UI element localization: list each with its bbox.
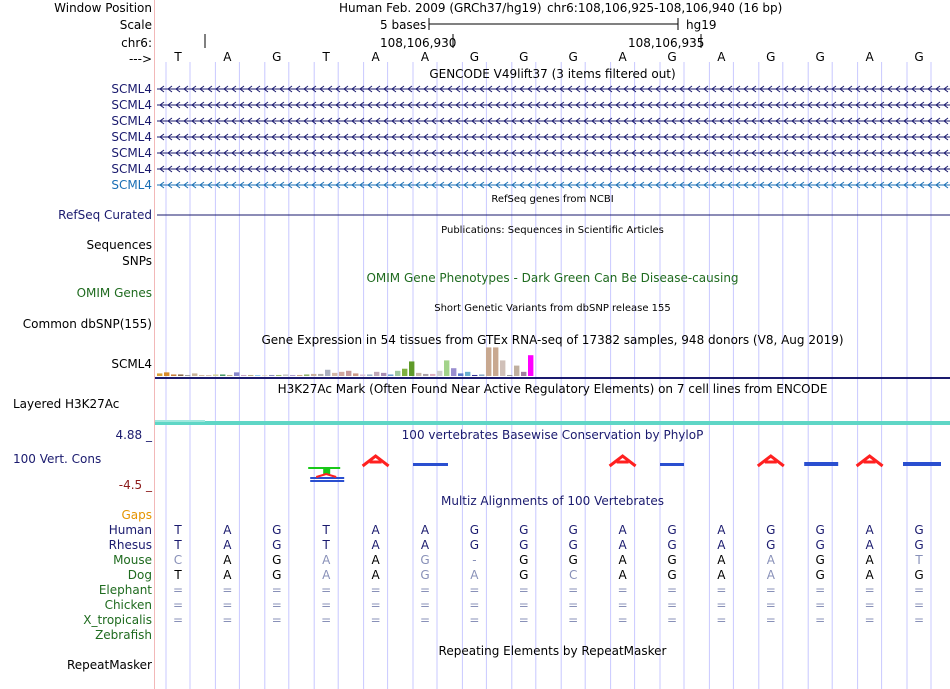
- gtex-tissue-bar: [479, 374, 484, 376]
- base-letter: G: [914, 50, 924, 64]
- scale-db: hg19: [686, 18, 717, 32]
- multiz-base: =: [518, 613, 529, 627]
- multiz-base: G: [667, 523, 677, 537]
- multiz-base: =: [913, 598, 925, 612]
- publications-sequences-label[interactable]: Sequences: [86, 238, 152, 252]
- gtex-tissue-bar: [248, 375, 253, 376]
- phylop-base-glyph-a: [610, 456, 636, 466]
- multiz-base: G: [519, 568, 529, 582]
- gtex-tissue-bar: [325, 370, 330, 376]
- gtex-tissue-bar: [451, 368, 456, 376]
- multiz-base: G: [272, 553, 282, 567]
- multiz-gaps-label[interactable]: Gaps: [121, 508, 152, 522]
- gtex-tissue-bar: [185, 375, 190, 376]
- multiz-base: =: [469, 598, 480, 612]
- multiz-base: =: [321, 598, 332, 612]
- multiz-base: =: [666, 583, 678, 597]
- phylop-negative-score: [413, 463, 448, 466]
- gtex-tissue-bar: [472, 375, 477, 376]
- multiz-species-label[interactable]: Dog: [127, 568, 152, 582]
- publications-track-title: Publications: Sequences in Scientific Articles: [441, 225, 664, 236]
- gtex-tissue-bar: [255, 375, 260, 376]
- multiz-base: A: [865, 523, 874, 537]
- multiz-base: A: [717, 523, 726, 537]
- multiz-species-label[interactable]: Elephant: [98, 583, 152, 597]
- multiz-base: T: [174, 523, 182, 537]
- multiz-base: G: [519, 538, 529, 552]
- multiz-base: =: [568, 613, 579, 627]
- base-letter: G: [568, 50, 578, 64]
- gtex-tissue-bar: [374, 372, 379, 376]
- gtex-tissue-bar: [234, 372, 239, 376]
- multiz-species-label[interactable]: Rhesus: [108, 538, 152, 552]
- multiz-base: G: [815, 523, 825, 537]
- multiz-base: =: [716, 613, 727, 627]
- base-letter: G: [519, 50, 529, 64]
- h3k27ac-track-title: H3K27Ac Mark (Often Found Near Active Regulatory Elements) on 7 cell lines from ENCODE: [277, 382, 828, 396]
- multiz-base: =: [419, 613, 431, 627]
- multiz-base: A: [223, 538, 232, 552]
- gtex-tissue-bar: [311, 374, 316, 376]
- base-letter: A: [865, 50, 874, 64]
- refseq-track-title: RefSeq genes from NCBI: [491, 194, 614, 205]
- multiz-base: =: [864, 583, 875, 597]
- dbsnp-track-title: Short Genetic Variants from dbSNP release 155: [434, 303, 671, 314]
- multiz-base: =: [864, 598, 875, 612]
- multiz-base: A: [766, 553, 775, 567]
- multiz-base: A: [223, 523, 232, 537]
- multiz-base: G: [272, 538, 282, 552]
- gtex-tissue-bar: [304, 374, 309, 376]
- multiz-base: =: [617, 613, 628, 627]
- multiz-track-title: Multiz Alignments of 100 Vertebrates: [440, 494, 665, 508]
- multiz-base: A: [717, 568, 726, 582]
- gtex-tissue-bar: [290, 375, 295, 376]
- multiz-base: =: [568, 583, 579, 597]
- multiz-base: G: [667, 553, 677, 567]
- gencode-item-label[interactable]: SCML4: [111, 114, 152, 128]
- multiz-base: G: [420, 568, 430, 582]
- multiz-base: G: [272, 523, 282, 537]
- gtex-tissue-bar: [493, 347, 498, 376]
- base-letter: A: [618, 50, 627, 64]
- multiz-base: =: [666, 613, 678, 627]
- repeatmasker-track-title: Repeating Elements by RepeatMasker: [438, 644, 667, 658]
- gtex-track-title: Gene Expression in 54 tissues from GTEx RNA-seq of 17382 samples, 948 donors (V8, Aug 2019): [261, 333, 844, 347]
- multiz-base: =: [271, 598, 282, 612]
- multiz-base: =: [172, 598, 184, 612]
- multiz-species-label[interactable]: X_tropicalis: [83, 613, 152, 627]
- multiz-base: =: [222, 613, 233, 627]
- multiz-base: =: [864, 613, 875, 627]
- gtex-tissue-bar: [514, 366, 519, 376]
- gtex-tissue-bar: [213, 374, 218, 376]
- gtex-tissue-bar: [409, 361, 414, 376]
- multiz-base: G: [766, 538, 776, 552]
- multiz-base: A: [322, 553, 331, 567]
- gtex-tissue-bar: [367, 374, 372, 376]
- multiz-base: A: [865, 553, 874, 567]
- multiz-base: A: [420, 523, 430, 537]
- base-letter: A: [420, 50, 430, 64]
- phylop-negative-score: [310, 478, 344, 481]
- multiz-base: G: [519, 523, 529, 537]
- base-letter: T: [174, 50, 182, 64]
- strand-label: --->: [128, 52, 152, 66]
- multiz-base: G: [815, 553, 825, 567]
- multiz-base: A: [371, 538, 380, 552]
- multiz-base: =: [321, 613, 332, 627]
- gtex-tissue-bar: [339, 372, 344, 376]
- multiz-base: =: [370, 613, 381, 627]
- gtex-tissue-bar: [206, 375, 211, 376]
- multiz-base: =: [765, 613, 776, 627]
- gtex-tissue-bar: [388, 374, 393, 376]
- phylop-min-label: -4.5 _: [118, 478, 152, 492]
- gencode-item-label[interactable]: SCML4: [111, 162, 152, 176]
- gtex-tissue-bar: [528, 355, 533, 376]
- multiz-species-label[interactable]: Human: [108, 523, 152, 537]
- gtex-tissue-bar: [416, 373, 421, 376]
- multiz-base: C: [173, 553, 183, 567]
- h3k27ac-track-label[interactable]: Layered H3K27Ac: [13, 397, 120, 411]
- window-position-label: Window Position: [54, 1, 152, 15]
- multiz-base: =: [370, 598, 381, 612]
- multiz-base: =: [666, 598, 678, 612]
- gtex-tissue-bar: [423, 374, 428, 376]
- multiz-base: =: [419, 583, 431, 597]
- multiz-base: =: [568, 598, 579, 612]
- gtex-tissue-bar: [283, 374, 288, 376]
- gtex-tissue-bar: [402, 369, 407, 376]
- gtex-tissue-bar: [360, 374, 365, 376]
- multiz-base: G: [667, 538, 677, 552]
- multiz-base: G: [420, 553, 430, 567]
- gtex-tissue-bar: [178, 374, 183, 376]
- multiz-base: G: [667, 568, 677, 582]
- gtex-tissue-bar: [430, 374, 435, 376]
- gtex-tissue-bar: [381, 373, 386, 376]
- multiz-base: G: [914, 538, 924, 552]
- gtex-tissue-bar: [346, 371, 351, 376]
- base-letter: G: [766, 50, 776, 64]
- gencode-item-label[interactable]: SCML4: [111, 98, 152, 112]
- phylop-base-glyph-a: [857, 456, 883, 466]
- multiz-base: A: [766, 568, 775, 582]
- multiz-base: =: [469, 583, 480, 597]
- window-position-coords[interactable]: chr6:108,106,925-108,106,940 (16 bp): [547, 1, 783, 15]
- multiz-base: G: [568, 523, 578, 537]
- multiz-base: G: [815, 538, 825, 552]
- gtex-tissue-bar: [192, 373, 197, 376]
- multiz-base: =: [815, 583, 826, 597]
- multiz-base: A: [618, 538, 627, 552]
- gtex-tissue-bar: [395, 371, 400, 376]
- base-letter: G: [469, 50, 480, 64]
- gtex-tissue-bar: [262, 375, 267, 376]
- gtex-track-label[interactable]: SCML4: [111, 357, 152, 371]
- gencode-item-label[interactable]: SCML4: [111, 130, 152, 144]
- multiz-base: G: [914, 568, 924, 582]
- multiz-base: =: [419, 598, 431, 612]
- multiz-base: G: [272, 568, 282, 582]
- phylop-max-label: 4.88 _: [115, 428, 152, 442]
- multiz-base: =: [518, 583, 529, 597]
- gencode-item-label[interactable]: SCML4: [111, 178, 152, 192]
- gtex-tissue-bar: [486, 347, 491, 376]
- base-letter: A: [223, 50, 232, 64]
- omim-track-label[interactable]: OMIM Genes: [76, 286, 152, 300]
- multiz-base: A: [717, 538, 726, 552]
- multiz-base: =: [765, 583, 776, 597]
- multiz-base: =: [913, 613, 925, 627]
- multiz-base: G: [914, 523, 924, 537]
- gtex-tissue-bar: [276, 375, 281, 376]
- gtex-tissue-bar: [318, 374, 323, 376]
- window-position-assembly: Human Feb. 2009 (GRCh37/hg19): [339, 1, 542, 15]
- multiz-base: T: [322, 538, 330, 552]
- h3k27ac-signal: [155, 421, 950, 425]
- omim-track-title: OMIM Gene Phenotypes - Dark Green Can Be Disease-causing: [366, 271, 739, 285]
- base-letter: G: [667, 50, 677, 64]
- multiz-base: =: [815, 598, 826, 612]
- phylop-track-label[interactable]: 100 Vert. Cons: [13, 452, 102, 466]
- multiz-base: =: [370, 583, 381, 597]
- repeatmasker-track-label[interactable]: RepeatMasker: [66, 658, 152, 672]
- gtex-tissue-bar: [507, 375, 512, 376]
- ruler-coord-1: 108,106,930: [380, 36, 457, 50]
- multiz-base: =: [815, 613, 826, 627]
- base-letter: A: [371, 50, 380, 64]
- gencode-item-label[interactable]: SCML4: [111, 82, 152, 96]
- multiz-base: A: [618, 553, 627, 567]
- multiz-base: =: [617, 598, 628, 612]
- chrom-label: chr6:: [121, 36, 152, 50]
- gencode-item-label[interactable]: SCML4: [111, 146, 152, 160]
- multiz-base: T: [915, 553, 923, 567]
- multiz-base: A: [371, 568, 380, 582]
- gtex-tissue-bar: [458, 373, 463, 376]
- gtex-tissue-bar: [157, 373, 162, 376]
- multiz-species-label[interactable]: Mouse: [113, 553, 152, 567]
- multiz-base: T: [174, 538, 182, 552]
- multiz-base: A: [865, 538, 874, 552]
- gtex-tissue-bar: [227, 375, 232, 376]
- multiz-base: =: [271, 613, 282, 627]
- multiz-base: =: [518, 598, 529, 612]
- multiz-base: =: [172, 613, 184, 627]
- gtex-tissue-bar: [332, 373, 337, 376]
- h3k27ac-signal-peak: [155, 420, 205, 422]
- multiz-base: G: [519, 553, 529, 567]
- multiz-base: A: [223, 568, 232, 582]
- gtex-tissue-bar: [465, 372, 470, 376]
- base-letter: T: [322, 50, 330, 64]
- multiz-base: A: [618, 568, 627, 582]
- multiz-species-label[interactable]: Zebrafish: [95, 628, 152, 642]
- base-letter: G: [815, 50, 825, 64]
- multiz-base: =: [222, 583, 233, 597]
- multiz-base: =: [716, 598, 727, 612]
- scale-text: 5 bases: [380, 18, 427, 32]
- gtex-tissue-bar: [353, 373, 358, 376]
- multiz-base: T: [174, 568, 182, 582]
- multiz-base: =: [222, 598, 233, 612]
- multiz-base: =: [321, 583, 332, 597]
- multiz-base: A: [223, 553, 232, 567]
- multiz-base: G: [469, 538, 480, 552]
- phylop-negative-score: [660, 463, 684, 466]
- multiz-base: G: [815, 568, 825, 582]
- multiz-base: =: [172, 583, 184, 597]
- gtex-tissue-bar: [241, 375, 246, 376]
- multiz-base: T: [322, 523, 330, 537]
- gtex-tissue-bar: [220, 374, 225, 376]
- multiz-base: =: [913, 583, 925, 597]
- multiz-base: =: [716, 583, 727, 597]
- gtex-tissue-bar: [444, 360, 449, 376]
- base-letter: A: [717, 50, 726, 64]
- multiz-base: -: [472, 553, 477, 567]
- multiz-base: A: [371, 553, 380, 567]
- multiz-base: =: [271, 583, 282, 597]
- multiz-species-label[interactable]: Chicken: [104, 598, 152, 612]
- gtex-tissue-bar: [269, 375, 274, 376]
- multiz-base: G: [469, 523, 480, 537]
- gtex-tissue-bar: [164, 372, 169, 376]
- phylop-base-glyph-a: [363, 456, 389, 466]
- dbsnp-track-label[interactable]: Common dbSNP(155): [22, 317, 152, 331]
- multiz-base: G: [766, 523, 776, 537]
- multiz-base: A: [371, 523, 380, 537]
- multiz-base: G: [568, 538, 578, 552]
- multiz-base: =: [765, 598, 776, 612]
- gtex-tissue-bar: [199, 375, 204, 376]
- multiz-base: =: [617, 583, 628, 597]
- publications-snps-label[interactable]: SNPs: [122, 254, 152, 268]
- phylop-base-glyph-a: [758, 456, 784, 466]
- multiz-base: A: [865, 568, 874, 582]
- gencode-track-title: GENCODE V49lift37 (3 items filtered out): [429, 67, 676, 81]
- multiz-base: A: [470, 568, 479, 582]
- multiz-base: =: [469, 613, 480, 627]
- gtex-tissue-bar: [297, 375, 302, 376]
- multiz-base: G: [568, 553, 578, 567]
- phylop-track-title: 100 vertebrates Basewise Conservation by PhyloP: [401, 428, 704, 442]
- ruler-coord-2: 108,106,935: [628, 36, 705, 50]
- base-letter: G: [272, 50, 282, 64]
- phylop-negative-score: [804, 462, 838, 466]
- phylop-negative-score: [903, 462, 941, 466]
- multiz-base: A: [618, 523, 627, 537]
- refseq-track-label[interactable]: RefSeq Curated: [58, 208, 152, 222]
- multiz-base: A: [420, 538, 430, 552]
- multiz-base: A: [717, 553, 726, 567]
- gtex-tissue-bar: [500, 360, 505, 376]
- phylop-base-glyph-a: [316, 474, 336, 477]
- scale-label: Scale: [119, 18, 152, 32]
- multiz-base: A: [322, 568, 331, 582]
- gtex-tissue-bar: [437, 371, 442, 376]
- gtex-tissue-bar: [521, 372, 526, 376]
- multiz-base: C: [568, 568, 578, 582]
- gtex-tissue-bar: [171, 374, 176, 376]
